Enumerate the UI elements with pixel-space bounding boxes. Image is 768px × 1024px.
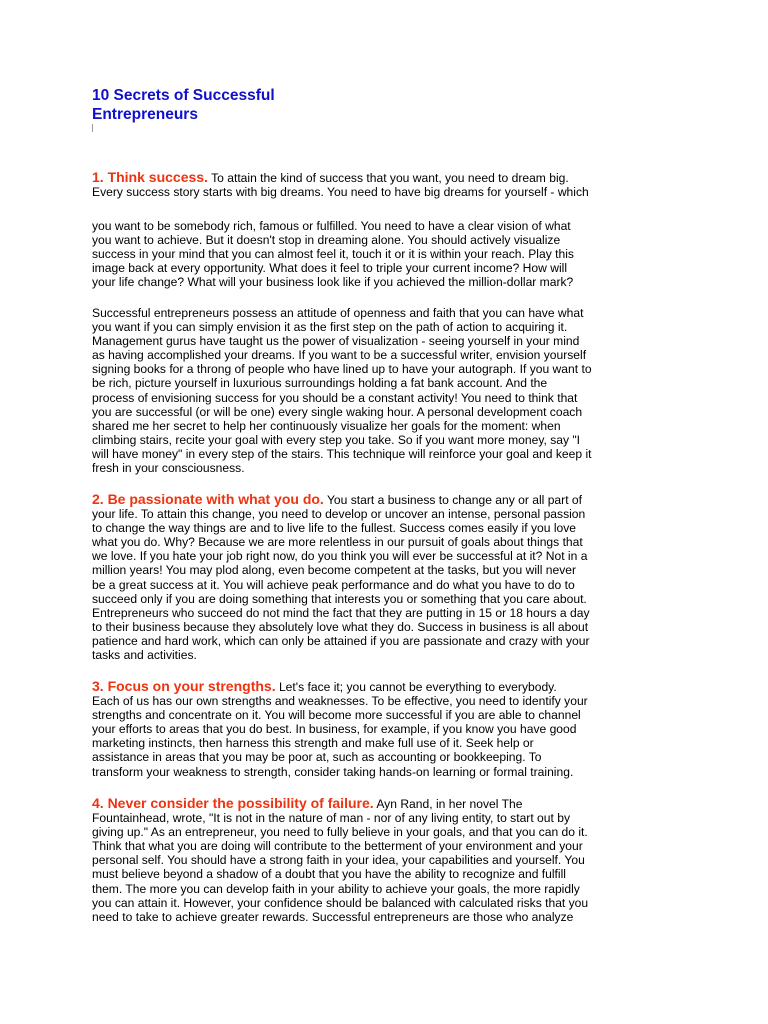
paragraph-line: marketing instincts, then harness this strength and make full use of it. Seek help or [92, 736, 534, 751]
title-line: 10 Secrets of Successful [92, 87, 275, 104]
title-line: Entrepreneurs [92, 106, 198, 123]
paragraph-line: signing books for a throng of people who have lined up to have your autograph. If you want to [92, 362, 592, 377]
paragraph-focus-strengths [92, 679, 632, 779]
paragraph-lead-text: Ayn Rand, in her novel The [373, 797, 523, 811]
paragraph-line: fresh in your consciousness. [92, 461, 245, 476]
paragraph-envision [92, 306, 632, 475]
paragraph-lead-text: You start a business to change any or all part of [323, 493, 582, 507]
paragraph-line: patience and hard work, which can only be attained if you are passionate and crazy with your [92, 633, 590, 648]
paragraph-visualize [92, 219, 632, 289]
paragraph-line: assistance in areas that you may be poor at, such as accounting or bookkeeping. To [92, 750, 542, 765]
paragraph-first-line [92, 492, 632, 507]
paragraph-first-line [92, 170, 632, 185]
paragraph-line: Every success story starts with big dreams. You need to have big dreams for yourself - which [92, 185, 589, 200]
paragraph-line: Management gurus have taught us the power of visualization - seeing yourself in your mind [92, 334, 580, 349]
text-cursor [92, 124, 93, 132]
paragraph-line: Fountainhead, wrote, "It is not in the nature of man - nor of any living entity, to start out by [92, 811, 570, 826]
paragraph-first-line [92, 796, 632, 811]
paragraph-line: million years! You may plod along, even become competent at the tasks, but you will never [92, 563, 577, 578]
paragraph-line: process of envisioning success for you should be a constant activity! You need to think that [92, 390, 578, 405]
paragraph-line: success in your mind that you can almost feel it, touch it or it is within your reach. Play this [92, 247, 574, 262]
paragraph-line: you can attain it. However, your confidence should be balanced with calculated risks that you [92, 895, 589, 910]
paragraph-line: to their business because they absolutely love what they do. Success in business is all about [92, 619, 589, 634]
paragraph-line: you want to be somebody rich, famous or fulfilled. You need to have a clear vision of what [92, 219, 571, 233]
paragraph-line: as having accomplished your dreams. If you want to be a successful writer, envision yourself [92, 348, 587, 363]
paragraph-line: Entrepreneurs who succeed do not mind the fact that they are putting in 15 or 18 hours a day [92, 605, 590, 620]
document-title [92, 86, 612, 124]
section-heading: 1. Think success. [92, 169, 208, 185]
paragraph-line: Think that what you are doing will contribute to the betterment of your environment and your [92, 839, 583, 854]
paragraph-line: to change the way things are and to live life to the fullest. Success comes easily if you love [92, 521, 577, 536]
paragraph-line: succeed only if you are doing something that interests you or something that you care about. [92, 591, 587, 606]
paragraph-line: be a great success at it. You will achieve peak performance and do what you have to do to [92, 577, 575, 592]
paragraph-line: you want to achieve. But it doesn't stop in dreaming alone. You should actively visualize [92, 233, 561, 248]
paragraph-line: shared me her secret to help her continuously visualize her goals for the moment: when [92, 418, 561, 433]
section-heading: 4. Never consider the possibility of failure. [92, 795, 374, 811]
paragraph-think-success [92, 170, 632, 199]
paragraph-line: will have money" in every step of the stairs. This technique will reinforce your goal and keep it [92, 446, 592, 461]
paragraph-lead-text: Let's face it; you cannot be everything to everybody. [275, 680, 557, 694]
paragraph-lead-text: To attain the kind of success that you want, you need to dream big. [207, 171, 569, 185]
paragraph-line: tasks and activities. [92, 648, 197, 663]
paragraph-line: you want if you can simply envision it as the first step on the path of action to acquiring it. [92, 320, 568, 335]
paragraph-line: your life. To attain this change, you need to develop or uncover an intense, personal passion [92, 507, 586, 522]
section-heading: 2. Be passionate with what you do. [92, 491, 324, 507]
paragraph-line: your life change? What will your business look like if you achieved the million-dollar mark? [92, 275, 574, 290]
paragraph-line: we love. If you hate your job right now, do you think you will ever be successful at it? Not in a [92, 549, 588, 564]
paragraph-line: climbing stairs, recite your goal with every step you take. So if you want more money, say "I [92, 432, 581, 447]
paragraph-line: strengths and concentrate on it. You will become more successful if you are able to channel [92, 708, 581, 723]
paragraph-line: transform your weakness to strength, consider taking hands-on learning or formal training. [92, 764, 574, 779]
paragraph-never-fail [92, 796, 632, 924]
paragraph-line: your efforts to areas that you do best. In business, for example, if you know you have good [92, 722, 577, 737]
paragraph-line: you are successful (or will be one) every single waking hour. A personal development coach [92, 404, 583, 419]
paragraph-line: need to take to achieve greater rewards. Successful entrepreneurs are those who analyze [92, 909, 574, 924]
paragraph-line: must believe beyond a shadow of a doubt that you have the ability to recognize and fulfill [92, 867, 566, 882]
paragraph-line: Successful entrepreneurs possess an attitude of openness and faith that you can have what [92, 306, 584, 320]
paragraph-line: be rich, picture yourself in luxurious surroundings holding a fat bank account. And the [92, 376, 548, 391]
section-heading: 3. Focus on your strengths. [92, 678, 276, 694]
paragraph-line: Each of us has our own strengths and weaknesses. To be effective, you need to identify your [92, 694, 588, 709]
paragraph-line: what you do. Why? Because we are more relentless in our pursuit of goals about things that [92, 535, 583, 550]
paragraph-line: them. The more you can develop faith in your ability to achieve your goals, the more rapidly [92, 881, 580, 896]
paragraph-line: image back at every opportunity. What does it feel to triple your current income? How will [92, 261, 568, 276]
paragraph-be-passionate [92, 492, 632, 662]
paragraph-line: personal self. You should have a strong faith in your idea, your capabilities and yourself. You [92, 853, 585, 868]
paragraph-first-line [92, 679, 632, 694]
paragraph-line: giving up." As an entrepreneur, you need to fully believe in your goals, and that you can do it. [92, 825, 588, 840]
